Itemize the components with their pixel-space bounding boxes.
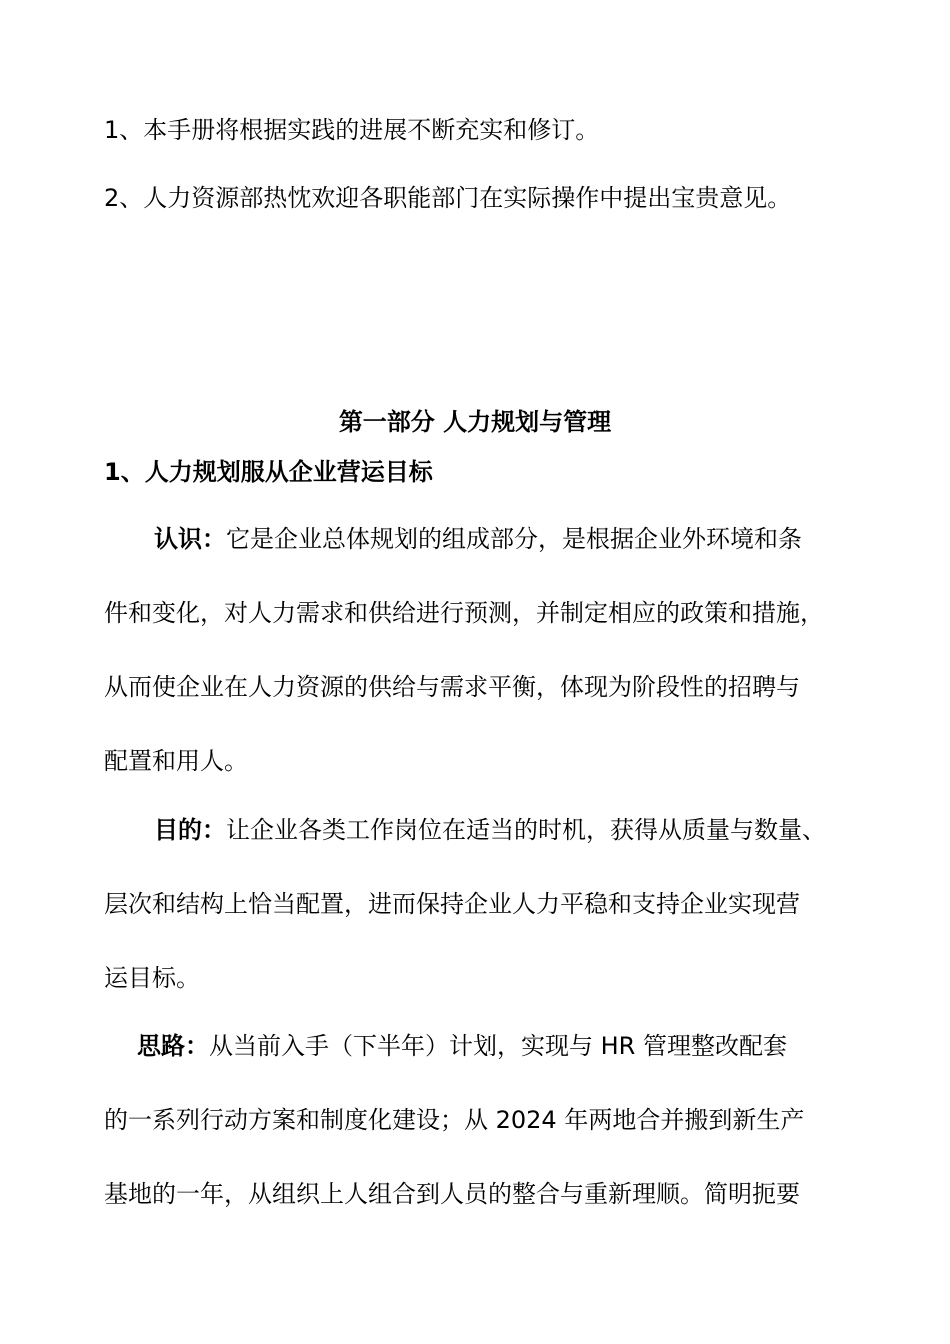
purpose-label: 目的： — [154, 816, 226, 844]
recognition-label: 认识： — [154, 525, 226, 553]
section-heading: 1、人力规划服从企业营运目标 — [104, 458, 433, 486]
purpose-text-2: 层次和结构上恰当配置，进而保持企业人力平稳和支持企业实现营 — [104, 890, 800, 918]
recognition-text-4: 配置和用人。 — [104, 747, 248, 775]
part-title: 第一部分 人力规划与管理 — [338, 408, 612, 436]
approach-paragraph-line-1 — [137, 1031, 787, 1061]
purpose-paragraph-line-1 — [154, 815, 826, 845]
approach-text-3: 基地的一年，从组织上人组合到人员的整合与重新理顺。简明扼要 — [104, 1180, 800, 1208]
recognition-text-2: 件和变化，对人力需求和供给进行预测，并制定相应的政策和措施， — [104, 599, 824, 627]
note-item-2: 2、人力资源部热忱欢迎各职能部门在实际操作中提出宝贵意见。 — [104, 184, 792, 212]
note-item-1: 1、本手册将根据实践的进展不断充实和修订。 — [104, 116, 600, 144]
approach-text-2: 的一系列行动方案和制度化建设；从 2024 年两地合并搬到新生产 — [104, 1106, 805, 1134]
approach-text-1: 从当前入手（下半年）计划，实现与 HR 管理整改配套 — [209, 1032, 787, 1060]
purpose-text-1: 让企业各类工作岗位在适当的时机，获得从质量与数量、 — [226, 816, 826, 844]
recognition-text-1: 它是企业总体规划的组成部分，是根据企业外环境和条 — [226, 525, 802, 553]
recognition-text-3: 从而使企业在人力资源的供给与需求平衡，体现为阶段性的招聘与 — [104, 673, 800, 701]
recognition-paragraph-line-1 — [154, 524, 802, 554]
purpose-text-3: 运目标。 — [104, 964, 200, 992]
approach-label: 思路： — [137, 1032, 209, 1060]
